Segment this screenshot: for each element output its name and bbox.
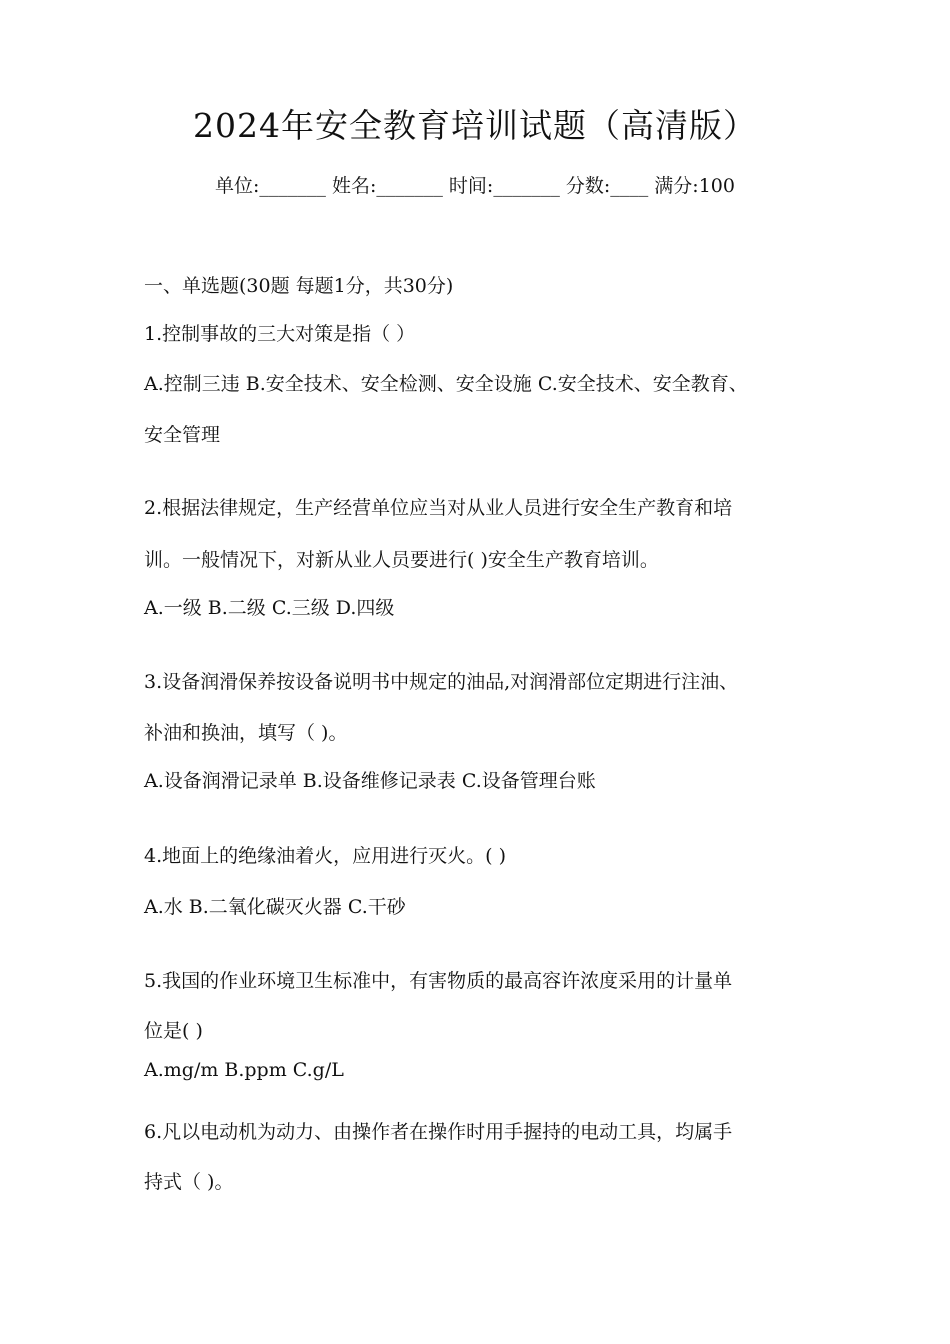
question-1-options-line-2: 安全管理 — [144, 424, 221, 446]
question-3-stem-line-1: 3.设备润滑保养按设备说明书中规定的油品,对润滑部位定期进行注油、 — [144, 671, 739, 693]
question-1-stem-line-1: 1.控制事故的三大对策是指（ ） — [144, 323, 416, 345]
question-5-options-line-1: A.mg/m B.ppm C.g/L — [144, 1059, 344, 1081]
document-title: 2024年安全教育培训试题（高清版） — [193, 106, 757, 145]
question-3-options-line-1: A.设备润滑记录单 B.设备维修记录表 C.设备管理台账 — [144, 770, 596, 792]
question-2-stem-line-2: 训。一般情况下，对新从业人员要进行( )安全生产教育培训。 — [144, 549, 659, 571]
question-6-stem-line-2: 持式（ )。 — [144, 1171, 234, 1193]
question-5-stem-line-1: 5.我国的作业环境卫生标准中，有害物质的最高容许浓度采用的计量单 — [144, 970, 733, 992]
question-4-options-line-1: A.水 B.二氧化碳灭火器 C.干砂 — [144, 896, 406, 918]
question-3-stem-line-2: 补油和换油，填写（ )。 — [144, 722, 348, 744]
question-1-options-line-1: A.控制三违 B.安全技术、安全检测、安全设施 C.安全技术、安全教育、 — [144, 373, 748, 395]
question-4-stem-line-1: 4.地面上的绝缘油着火，应用进行灭火。( ) — [144, 845, 506, 867]
exam-info-line: 单位:_______ 姓名:_______ 时间:_______ 分数:____ 满分:100 — [215, 175, 735, 197]
question-2-stem-line-1: 2.根据法律规定，生产经营单位应当对从业人员进行安全生产教育和培 — [144, 497, 733, 519]
section-heading: 一、单选题(30题 每题1分，共30分) — [144, 275, 454, 297]
question-6-stem-line-1: 6.凡以电动机为动力、由操作者在操作时用手握持的电动工具，均属手 — [144, 1121, 733, 1143]
question-2-options-line-1: A.一级 B.二级 C.三级 D.四级 — [144, 597, 395, 619]
question-5-stem-line-2: 位是( ) — [144, 1020, 203, 1042]
